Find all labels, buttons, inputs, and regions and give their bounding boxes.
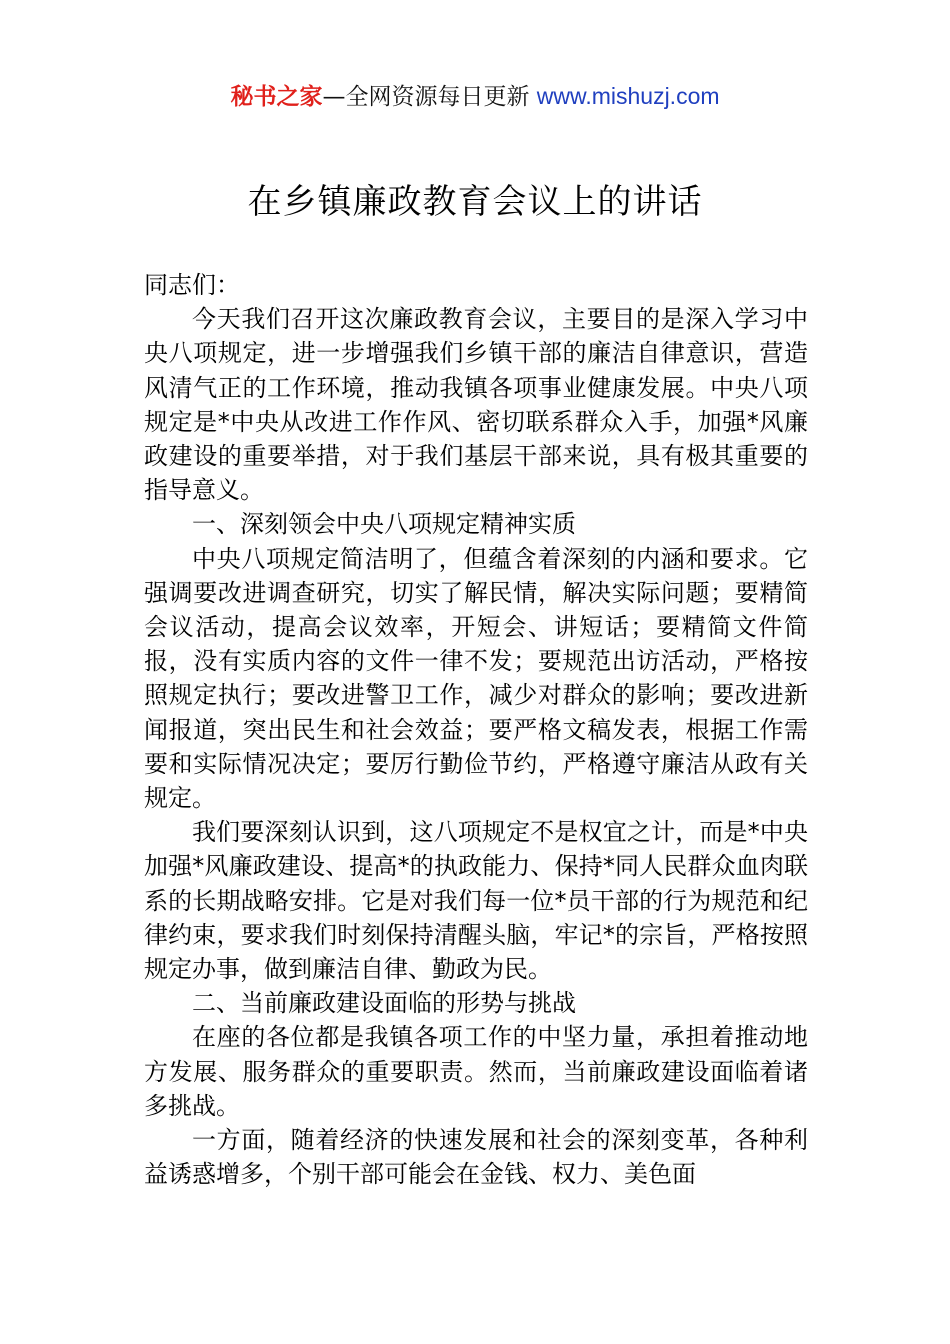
document-title: 在乡镇廉政教育会议上的讲话 (247, 182, 703, 222)
paragraph: 今天我们召开这次廉政教育会议，主要目的是深入学习中央八项规定，进一步增强我们乡镇干部的廉洁自律意识，营造风清气正的工作环境，推动我镇各项事业健康发展。中央八项规定是*中央从改进工作作风、密切联系群众入手，加强*风廉政建设的重要举措，对于我们基层干部来说，具有极其重要的指导意义。 (144, 305, 808, 505)
paragraph: 中央八项规定简洁明了，但蕴含着深刻的内涵和要求。它强调要改进调查研究，切实了解民情，解决实际问题；要精简会议活动，提高会议效率，开短会、讲短话；要精简文件简报，没有实质内容的文件一律不发；要规范出访活动，严格按照规定执行；要改进警卫工作，减少对群众的影响；要改进新闻报道，突出民生和社会效益；要严格文稿发表，根据工作需要和实际情况决定；要厉行勤俭节约，严格遵守廉洁从政有关规定。 (144, 544, 808, 813)
paragraph: 在座的各位都是我镇各项工作的中坚力量，承担着推动地方发展、服务群众的重要职责。然而，当前廉政建设面临着诸多挑战。 (144, 1023, 808, 1120)
section-heading: 二、当前廉政建设面临的形势与挑战 (192, 989, 576, 1018)
document-body (144, 268, 808, 1191)
site-url-link[interactable]: www.mishuzj.com (536, 83, 720, 109)
site-brand: 秘书之家 (230, 84, 323, 110)
site-header (0, 80, 950, 113)
section-heading: 一、深刻领会中央八项规定精神实质 (192, 510, 576, 539)
salutation: 同志们： (144, 271, 240, 299)
site-tagline: —全网资源每日更新 (322, 84, 530, 110)
paragraph: 我们要深刻认识到，这八项规定不是权宜之计，而是*中央加强*风廉政建设、提高*的执政能力、保持*同人民群众血肉联系的长期战略安排。它是对我们每一位*员干部的行为规范和纪律约束，要求我们时刻保持清醒头脑，牢记*的宗旨，严格按照规定办事，做到廉洁自律、勤政为民。 (144, 818, 808, 984)
paragraph: 一方面，随着经济的快速发展和社会的深刻变革，各种利益诱惑增多，个别干部可能会在金钱、权力、美色面 (144, 1126, 808, 1189)
